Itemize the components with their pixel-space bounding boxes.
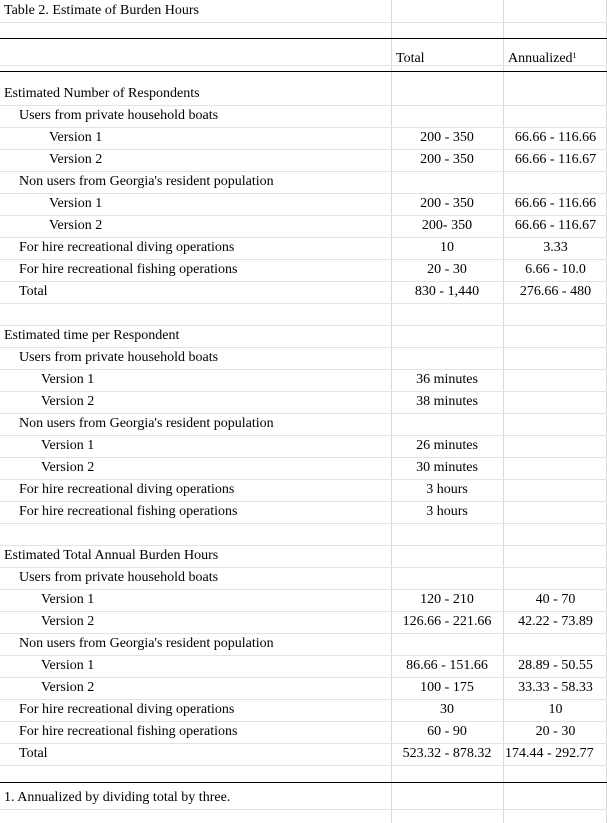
- row-gridline: [0, 479, 607, 480]
- row-gridline: [0, 699, 607, 700]
- row-gridline: [0, 391, 607, 392]
- table-row: Version 2 100 - 175 33.33 - 58.33: [41, 680, 593, 695]
- row-gridline: [0, 237, 607, 238]
- table-row: For hire recreational fishing operations 3 hours: [19, 504, 468, 519]
- table-row: Version 1 26 minutes: [41, 438, 478, 453]
- row-gridline: [0, 347, 607, 348]
- row-gridline: [0, 413, 607, 414]
- row-gridline: [0, 677, 607, 678]
- table-row: Version 1 120 - 210 40 - 70: [41, 592, 576, 607]
- row-gridline: [0, 22, 607, 23]
- row-gridline: [0, 105, 607, 106]
- rule-bottom: [0, 765, 607, 787]
- row-gridline: [0, 303, 607, 304]
- row-gridline: [0, 259, 607, 260]
- table-row: Version 2 30 minutes: [41, 460, 478, 475]
- table-row: For hire recreational fishing operations 20 - 30 6.66 - 10.0: [19, 262, 586, 277]
- row-gridline: [0, 809, 607, 810]
- row-gridline: [0, 655, 607, 656]
- table-row: Users from private household boats: [19, 108, 219, 123]
- row-gridline: [0, 633, 607, 634]
- table-row: Version 1 200 - 350 66.66 - 116.66: [49, 196, 597, 211]
- table-row: For hire recreational diving operations 3 hours: [19, 482, 468, 497]
- table-row: Non users from Georgia's resident population: [19, 174, 274, 189]
- row-gridline: [0, 435, 607, 436]
- row-gridline: [0, 567, 607, 568]
- footnote-marker: 1: [572, 51, 577, 60]
- table-row: For hire recreational fishing operations 60 - 90 20 - 30: [19, 724, 576, 739]
- section-heading-respondents: Estimated Number of Respondents: [4, 86, 200, 101]
- row-gridline: [0, 65, 607, 66]
- table-row: Non users from Georgia's resident population: [19, 636, 274, 651]
- row-gridline: [0, 281, 607, 282]
- table-row-total: Total 830 - 1,440 276.66 - 480: [19, 284, 592, 299]
- column-header-annualized: Annualized$^1$: [508, 51, 577, 66]
- row-gridline: [0, 193, 607, 194]
- table-title-row: [0, 0, 607, 22]
- row-gridline: [0, 215, 607, 216]
- table-row: For hire recreational diving operations 30 10: [19, 702, 563, 717]
- row-gridline: [0, 743, 607, 744]
- column-header-total: Total: [396, 51, 425, 66]
- section-heading-time: Estimated time per Respondent: [4, 328, 180, 343]
- row-gridline: [0, 545, 607, 546]
- row-gridline: [0, 501, 607, 502]
- row-gridline: [0, 523, 607, 524]
- row-gridline: [0, 765, 607, 766]
- column-header-row: [0, 44, 607, 65]
- blank-row: [0, 523, 607, 545]
- row-gridline: [0, 457, 607, 458]
- table-title: Table 2. Estimate of Burden Hours: [4, 3, 199, 18]
- footnote-row: [0, 787, 607, 809]
- table-row: Non users from Georgia's resident population: [19, 416, 274, 431]
- row-gridline: [0, 369, 607, 370]
- row-gridline: [0, 611, 607, 612]
- table-row: Version 1 36 minutes: [41, 372, 478, 387]
- footnote: 1. Annualized by dividing total by three.: [4, 790, 231, 805]
- table-row: For hire recreational diving operations 10 3.33: [19, 240, 568, 255]
- row-gridline: [0, 721, 607, 722]
- table-row: Version 1 86.66 - 151.66 28.89 - 50.55: [41, 658, 593, 673]
- row-gridline: [0, 589, 607, 590]
- section-heading-burden: Estimated Total Annual Burden Hours: [4, 548, 219, 563]
- table-row: Version 2 126.66 - 221.66 42.22 - 73.89: [41, 614, 593, 629]
- rule-header: [0, 65, 607, 83]
- row-gridline: [0, 127, 607, 128]
- blank-row: [0, 303, 607, 325]
- table-row: Users from private household boats: [19, 570, 219, 585]
- table-row-total: Total 523.32 - 878.32 174.44 - 292.77: [19, 746, 594, 761]
- table-row: Version 2 200 - 350 66.66 - 116.67: [49, 152, 597, 167]
- row-gridline: [0, 325, 607, 326]
- row-gridline: [0, 149, 607, 150]
- row-gridline: [0, 171, 607, 172]
- table-row: Version 2 38 minutes: [41, 394, 478, 409]
- table-row: Version 2 200- 350 66.66 - 116.67: [49, 218, 597, 233]
- table-row: Version 1 200 - 350 66.66 - 116.66: [49, 130, 597, 145]
- rule-top: [0, 22, 607, 44]
- table-row: Users from private household boats: [19, 350, 219, 365]
